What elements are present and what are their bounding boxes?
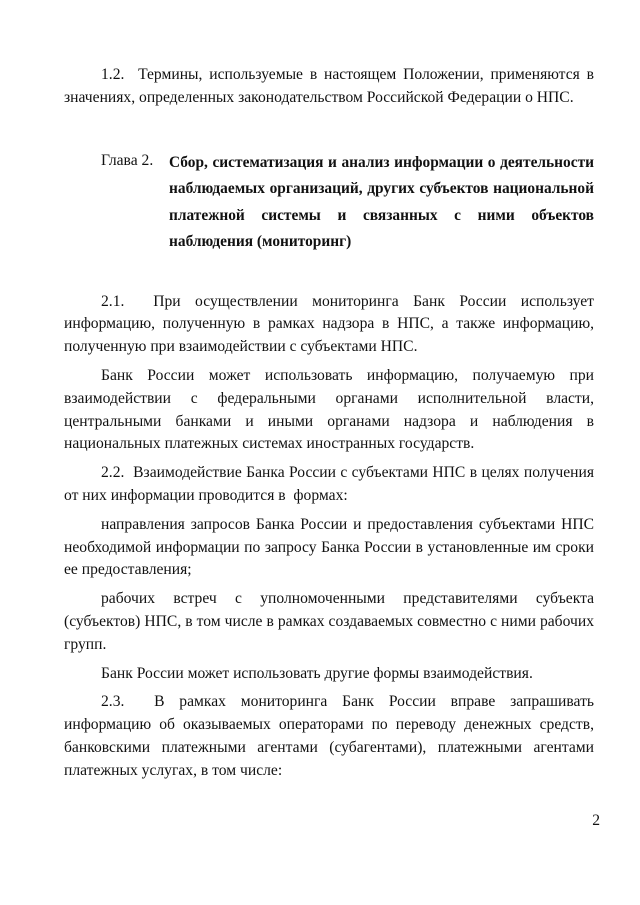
paragraph-1-2: 1.2. Термины, используемые в настоящем Положении, применяются в значениях, определенных законодательством Российской Федерации о НПС. — [64, 66, 594, 106]
paragraph-other-forms: Банк России может использовать другие формы взаимодействия. — [101, 664, 533, 682]
paragraph-2-3: 2.3. В рамках мониторинга Банк России вправе запрашивать информацию об оказываемых операторами по переводу денежных средств, банковскими платежными агентами (субагентами), платежными агентами платежных услугах, в том числе: — [64, 693, 594, 779]
paragraph-2-2: 2.2. Взаимодействие Банка России с субъектами НПС в целях получения от них информации проводится в формах: — [64, 464, 594, 504]
chapter-title: Сбор, систематизация и анализ информации о деятельности наблюдаемых организаций, других субъектов национальной платежной системы и связанных с ними объектов наблюдения (мониторинг) — [169, 153, 594, 251]
paragraph-bank-info: Банк России может использовать информацию, получаемую при взаимодействии с федеральными органами исполнительной власти, центральными банками и иными органами надзора и наблюдения в национальных платежных системах иностранных государств. — [64, 366, 594, 453]
paragraph-meetings: рабочих встреч с уполномоченными представителями субъекта (субъектов) НПС, в том числе в рамках создаваемых совместно с ними рабочих групп. — [64, 590, 594, 653]
paragraph-requests: направления запросов Банка России и предоставления субъектами НПС необходимой информации по запросу Банка России в установленные им сроки ее предоставления; — [64, 515, 594, 579]
chapter-number: Глава 2. — [101, 151, 154, 169]
chapter-heading — [64, 150, 594, 256]
document-body — [64, 64, 594, 783]
paragraph-2-1: 2.1. При осуществлении мониторинга Банк России использует информацию, полученную в рамках надзора в НПС, а также информацию, полученную при взаимодействии с субъектами НПС. — [64, 292, 594, 356]
page-number: 2 — [592, 812, 600, 829]
